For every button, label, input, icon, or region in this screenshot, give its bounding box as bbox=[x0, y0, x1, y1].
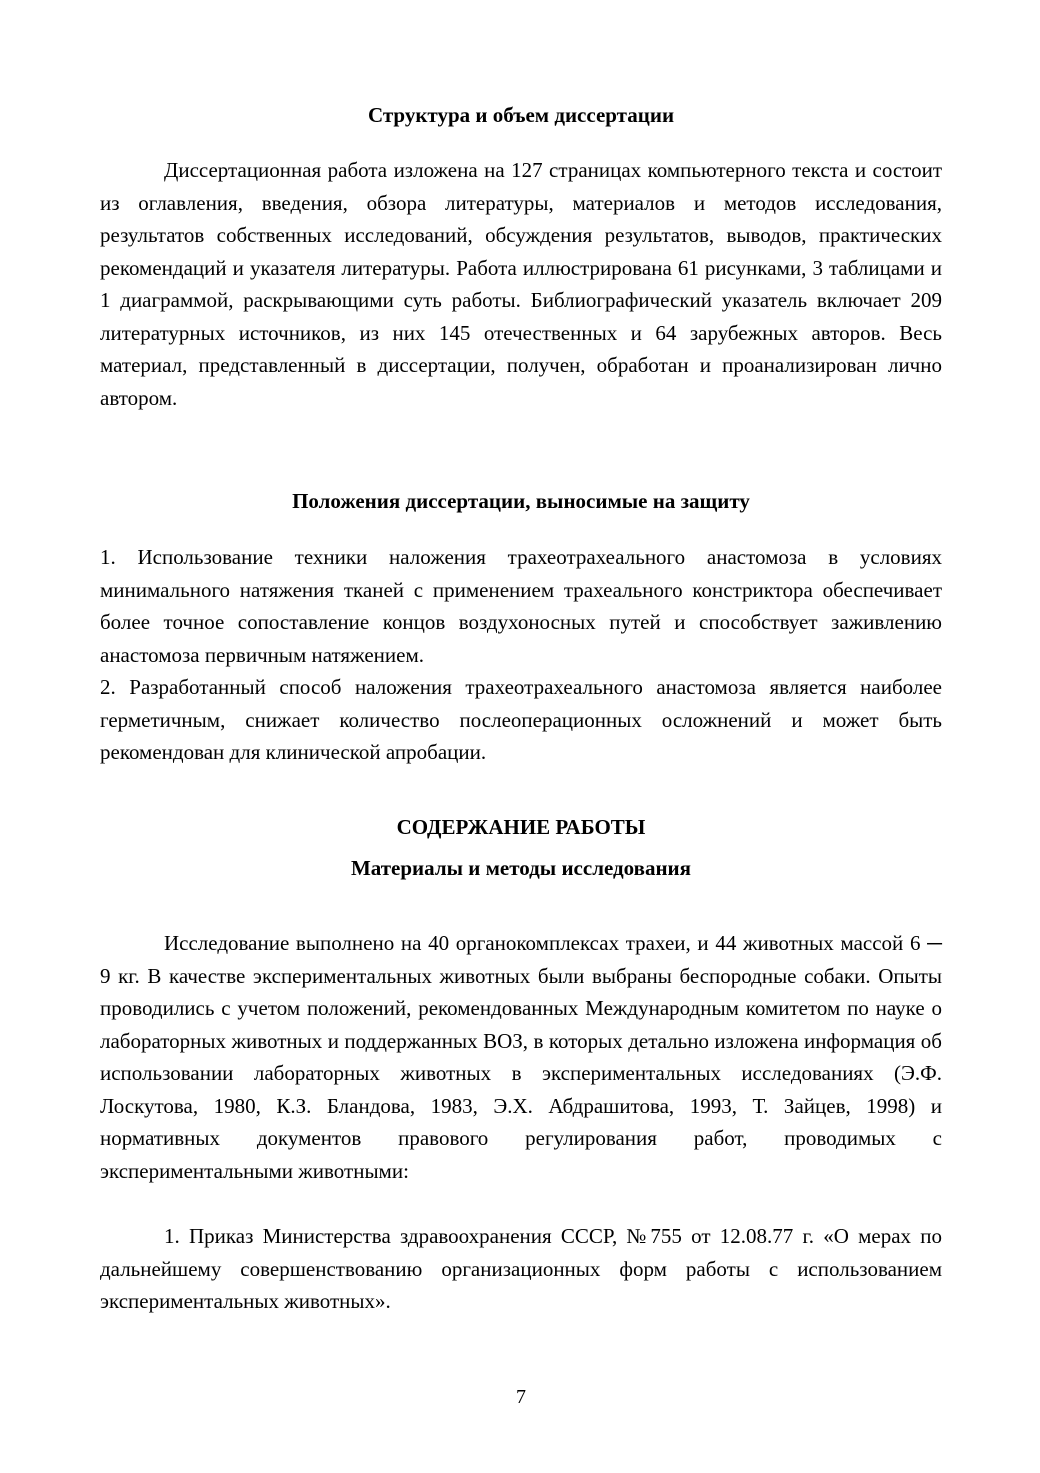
page-number: 7 bbox=[516, 1386, 526, 1408]
materials-paragraph: Исследование выполнено на 40 органокомплексах трахеи, и 44 животных массой 6 ─ 9 кг. В качестве экспериментальных животных были выбраны беспородные собаки. Опыты проводились с учетом положений, рекомендованных Международным комитетом по науке о лабораторных животных и поддержанных ВОЗ, в которых детально изложена информация об использовании лабораторных животных в экспериментальных исследованиях (Э.Ф. Лоскутова, 1980, К.З. Бландова, 1983, Э.Х. Абдрашитова, 1993, Т. Зайцев, 1998) и нормативных документов правового регулирования работ, проводимых с экспериментальными животными: bbox=[100, 931, 942, 1183]
subheading-materials-methods: Материалы и методы исследования bbox=[350, 856, 692, 880]
defense-thesis-item-2: 2. Разработанный способ наложения трахеотрахеального анастомоза является наиболее герметичным, снижает количество послеоперационных осложнений и может быть рекомендован для клинической апробации. bbox=[100, 675, 942, 764]
section-heading-content: СОДЕРЖАНИЕ РАБОТЫ bbox=[396, 815, 646, 839]
section-heading-structure: Структура и объем диссертации bbox=[367, 103, 675, 127]
regulation-list-item-1: 1. Приказ Министерства здравоохранения СССР, №755 от 12.08.77 г. «О мерах по дальнейшему совершенствованию организационных форм работы с использованием экспериментальных животных». bbox=[100, 1224, 942, 1313]
section-heading-defense-theses: Положения диссертации, выносимые на защиту bbox=[292, 489, 750, 513]
defense-thesis-item-1: 1. Использование техники наложения трахеотрахеального анастомоза в условиях минимального натяжения тканей с применением трахеального констриктора обеспечивает более точное сопоставление концов воздухоносных путей и способствует заживлению анастомоза первичным натяжением. bbox=[100, 545, 942, 667]
structure-paragraph: Диссертационная работа изложена на 127 страницах компьютерного текста и состоит из оглавления, введения, обзора литературы, материалов и методов исследования, результатов собственных исследований, обсуждения результатов, выводов, практических рекомендаций и указателя литературы. Работа иллюстрирована 61 рисунками, 3 таблицами и 1 диаграммой, раскрывающими суть работы. Библиографический указатель включает 209 литературных источников, из них 145 отечественных и 64 зарубежных авторов. Весь материал, представленный в диссертации, получен, обработан и проанализирован лично автором. bbox=[100, 158, 942, 410]
